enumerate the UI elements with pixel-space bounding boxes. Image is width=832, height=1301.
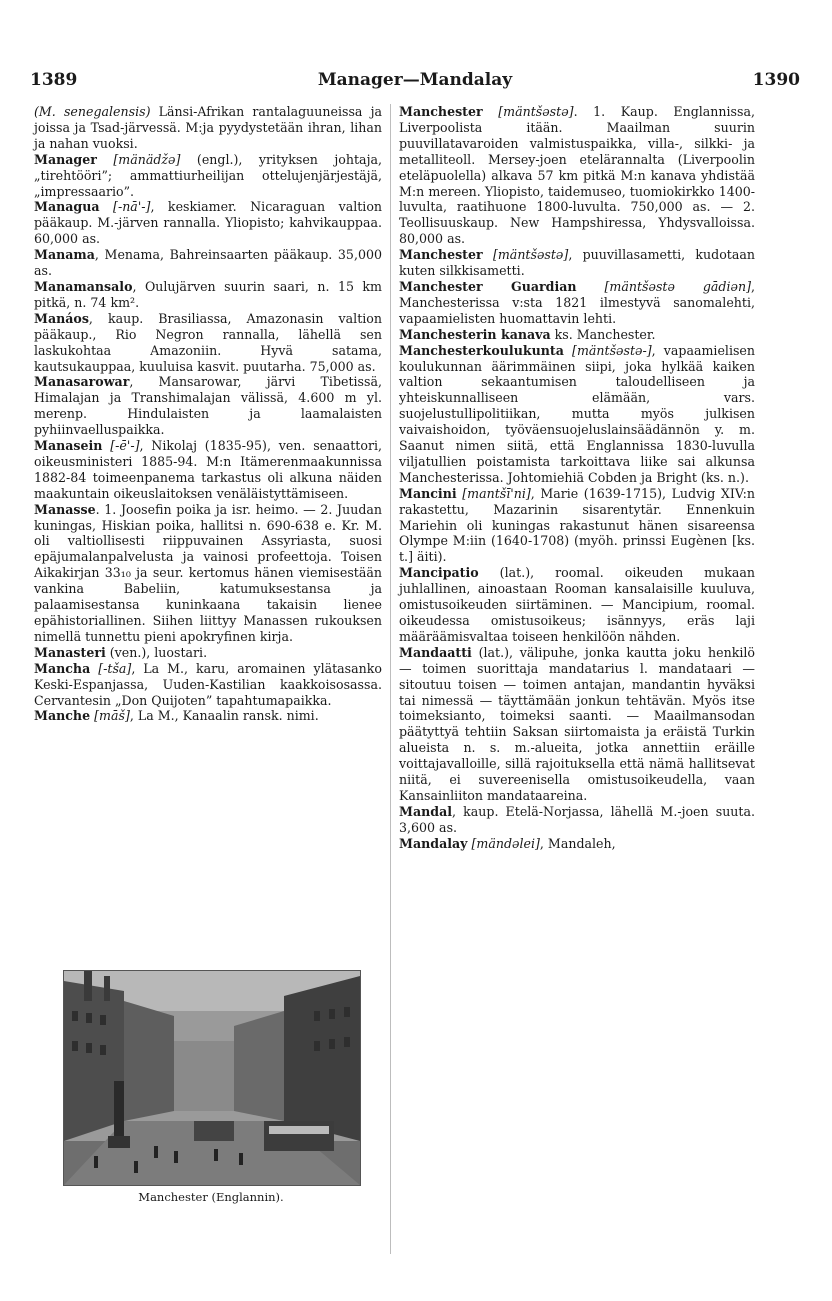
manchester-photo <box>63 970 361 1186</box>
street-scene-image <box>64 971 360 1185</box>
entry: Mandaatti (lat.), välipuhe, jonka kautta joku henkilö — toimen suorittaja mandatarius l. mandataari — sitoutuu toisen — toimen antajan, mandantin hyväksi tai nimessä — täyttämään jonkun tehtävän. Myös itse toimeksianto, toimeksi saanti. — Maailmansodan päätyttyä tehtiin Saksan siirtomaista ja eräistä Turkin alueista n. s. m.-alueita, jotka annettiin eräille voittajavalloille, sillä rajoituksella että nämä hallitsevat niitä, ei suvereenisella omistusoikeudella, vaan Kansainliiton mandataareina. <box>399 644 755 803</box>
entry: Manche [māš], La M., Kanaalin ransk. nimi. <box>34 708 319 724</box>
entry: Manasein [-ē'-], Nikolaj (1835-95), ven. senaattori, oikeusministeri 1885-94. M:n Itämerenmaakunnissa 1882-84 toimeenpanema tarkastus oli alkuna näiden maakuntain oikeuslaitoksen venäläistyttämiseen. <box>34 438 382 501</box>
entry: Manáos, kaup. Brasiliassa, Amazonasin valtion pääkaup., Rio Negron rannalla, lähellä sen laskukohtaa Amazoniin. Hyvä satama, kautsukauppaa, kuuluisa kasvit. puutarha. 75,000 as. <box>34 310 382 374</box>
entry: Mandal, kaup. Etelä-Norjassa, lähellä M.-joen suuta. 3,600 as. <box>399 803 755 835</box>
entry: Manamansalo, Oulujärven suurin saari, n. 15 km pitkä, n. 74 km². <box>34 278 382 310</box>
page-number-right: 1390 <box>752 70 800 90</box>
entry: Mandalay [mändəlei], Mandaleh, <box>399 835 616 851</box>
entry: Manchesterkoulukunta [mäntšəstə-], vapaamielisen koulukunnan äärimmäinen siipi, joka hylkää kaiken valtion sekaantumisen taloudelliseen ja yhteiskunnalliseen elämään, vars. suojelustullipolitiikan, mutta myös julkisen vaivaishoidon, työväensuojeluslainsäädännön y. m. Saanut nimen siitä, että Englannissa 1830-luvulla viljatullien poistamista tarkoittava liike sai alkunsa Manchesterissa. Johtomiehiä Cobden ja Bright (ks. n.). <box>399 342 755 485</box>
entry: Manama, Menama, Bahreinsaarten pääkaup. 35,000 as. <box>34 247 382 279</box>
entry: Managua [-nā'-], keskiamer. Nicaraguan valtion pääkaup. M.-järven rannalla. Yliopisto; kahvikauppaa. 60,000 as. <box>34 199 383 247</box>
entry: Mancipatio (lat.), roomal. oikeuden mukaan juhlallinen, ainoastaan Rooman kansalaisille kuuluva, omistusoikeuden siirtäminen. — Mancipium, roomal. oikeudessa omistusoikeus; isännyys, eräs laji määräämisvaltaa toiseen henkilöön nähden. <box>399 565 755 644</box>
entry: Mancini [mantšī'ni], Marie (1639-1715), Ludvig XIV:n rakastettu, Mazarinin sisarentytär. Ennenkuin Mariehin oli kuningas rakastunut hänen sisareensa Olympe M:iin (1640-1708) (myöh. prinssi Eugènen [ks. t.] äiti). <box>399 485 755 565</box>
entry: Manchester [mäntšəstə], puuvillasametti, kudotaan kuten silkkisametti. <box>399 247 755 279</box>
entry: Manager [mänädžə] (engl.), yrityksen johtaja, „tirehtööri”; ammattiurheilijan ottelujenjärjestäjä, „impressaario”. <box>34 151 382 199</box>
entry: Manasse. 1. Joosefin poika ja isr. heimo. — 2. Juudan kuningas, Hiskian poika, hallitsi n. 690-638 e. Kr. M. oli valtiollisesti riippuvainen Assyriasta, suosi epäjumalanpalvelusta ja vainosi profeettoja. Toisen Aikakirjan 33₁₀ ja seur. kertomus hänen viemisestään vankina Babeliin, katumuksestansa ja palaamisestansa kuninkaana takaisin lienee epähistoriallinen. Siihen liittyy Manassen rukouksen nimellä tunnettu pieni apokryfinen kirja. <box>34 501 382 644</box>
entry: Manchester Guardian [mäntšəstə gādiən], Manchesterissa v:sta 1821 ilmestyvä sanomalehti, vapaamielisten huomattavin lehti. <box>399 278 755 326</box>
figure-caption: Manchester (Englannin). <box>138 1190 284 1204</box>
column-divider <box>390 104 391 1254</box>
entry: Manchester [mäntšəstə]. 1. Kaup. Englannissa, Liverpoolista itään. Maailman suurin puuvillatavaroiden valmistuspaikka, villa-, silkki- ja metalliteoll. Mersey-joen etelärannalta (Liverpoolin eteläpuolella) alkava 57 km pitkä M:n kanava yhdistää M:n mereen. Yliopisto, taidemuseo, tuomiokirkko 1400-luvulta, raatihuone 1800-luvulta. 750,000 as. — 2. Teollisuuskaup. New Hampshiressa, Yhdysvalloissa. 80,000 as. <box>399 104 755 247</box>
left-column <box>34 104 382 724</box>
running-title: Manager—Mandalay <box>317 70 513 90</box>
page-header <box>30 70 800 98</box>
entry: Manasteri (ven.), luostari. <box>34 644 208 660</box>
entry: (M. senegalensis) Länsi-Afrikan rantalaguuneissa ja joissa ja Tsad-järvessä. M:ja pyydystetään ihran, lihan ja nahan vuoksi. <box>34 104 382 151</box>
right-column <box>399 104 755 852</box>
entry: Mancha [-tša], La M., karu, aromainen ylätasanko Keski-Espanjassa, Uuden-Kastilian kaakkoisosassa. Cervantesin „Don Quijoten” tapahtumapaikka. <box>34 660 382 708</box>
entry: Manchesterin kanava ks. Manchester. <box>399 326 656 342</box>
page-number-left: 1389 <box>30 70 78 90</box>
entry: Manasarowar, Mansarowar, järvi Tibetissä, Himalajan ja Transhimalajan välissä, 4.600 m yl. merenp. Hindulaisten ja laamalaisten pyhiinvaelluspaikka. <box>34 374 382 438</box>
